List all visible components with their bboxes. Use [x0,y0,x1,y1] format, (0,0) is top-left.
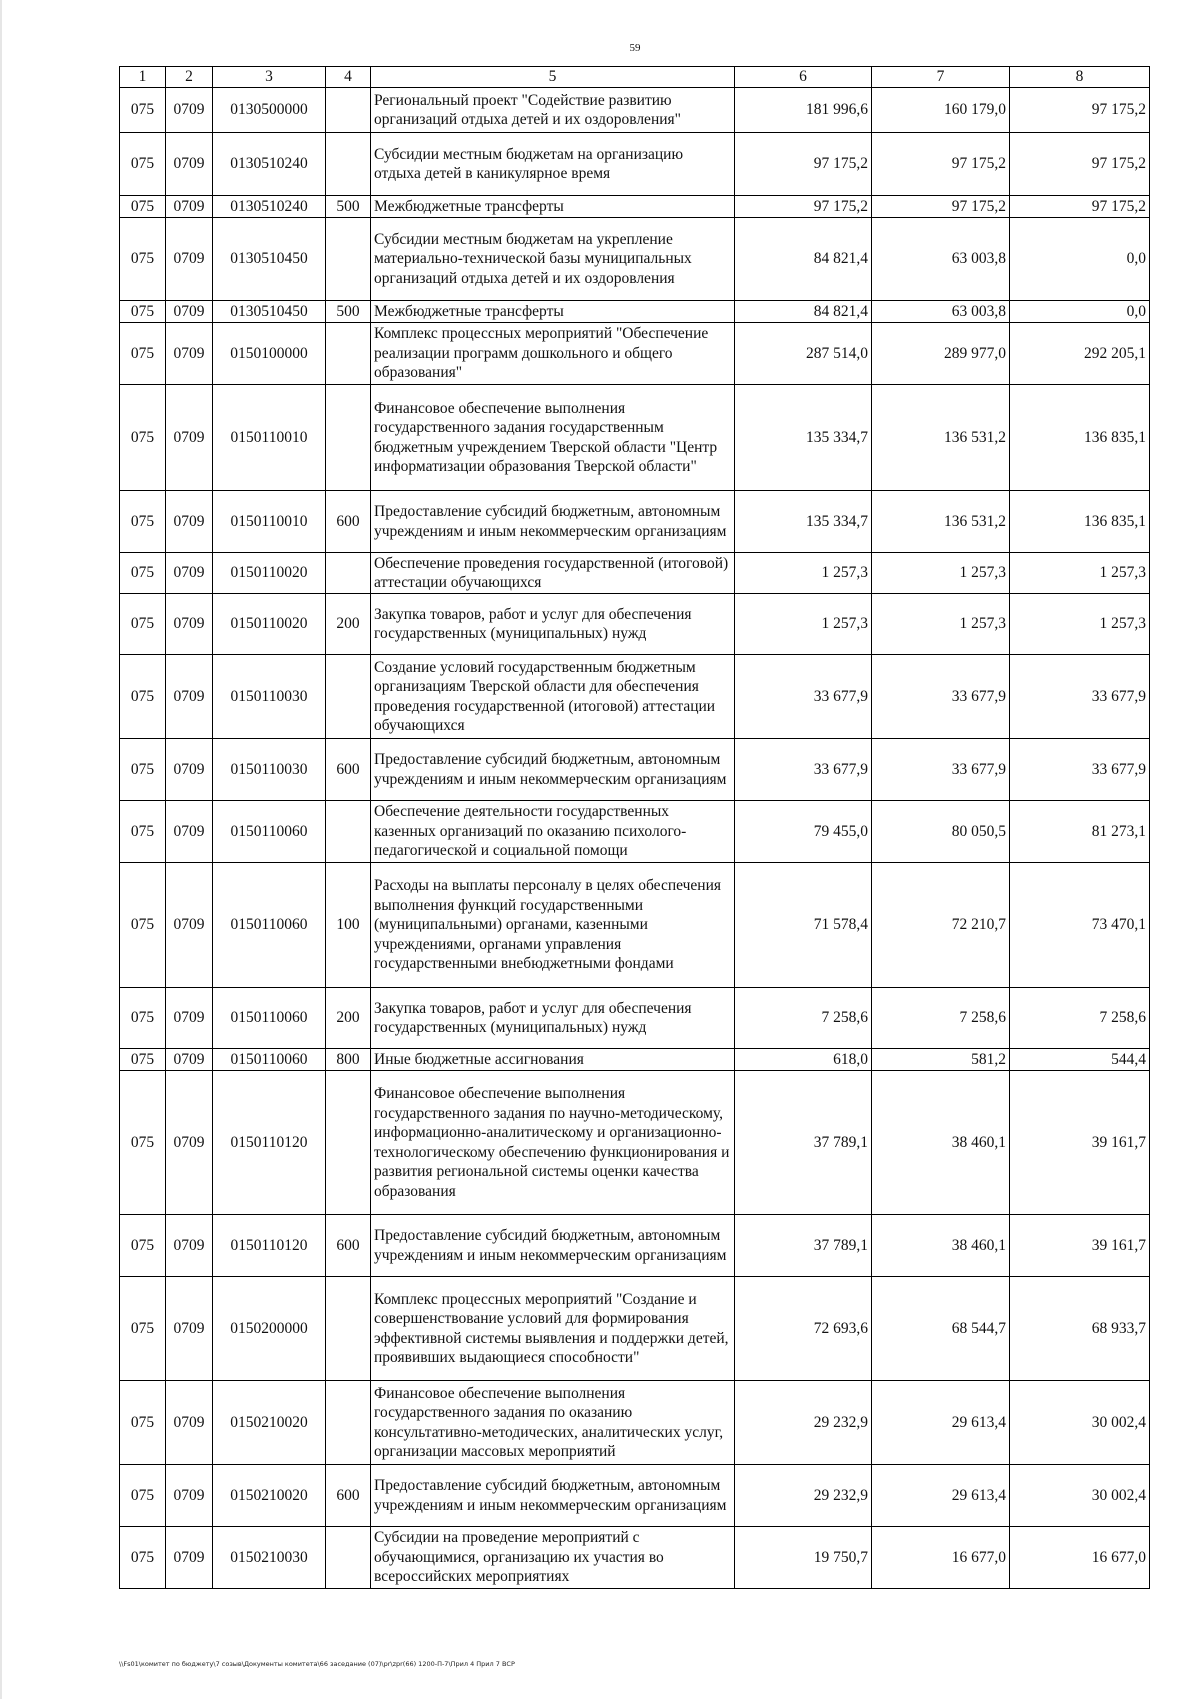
cell-amount-7: 63 003,8 [872,301,1010,323]
cell-amount-8: 30 002,4 [1010,1465,1150,1527]
table-body [120,88,1150,1589]
cell-amount-6: 97 175,2 [735,133,872,196]
table-row [120,863,1150,988]
table-row [120,1465,1150,1527]
cell-amount-7: 7 258,6 [872,988,1010,1049]
cell-amount-8: 97 175,2 [1010,133,1150,196]
cell-target-code: 0150110020 [213,553,326,594]
table-row [120,553,1150,594]
table-row [120,1527,1150,1589]
table-row [120,323,1150,385]
cell-ved: 075 [120,553,166,594]
cell-amount-7: 68 544,7 [872,1277,1010,1381]
cell-amount-7: 29 613,4 [872,1381,1010,1465]
cell-section: 0709 [166,218,213,301]
table-row [120,739,1150,801]
table-row [120,655,1150,739]
cell-description: Комплекс процессных мероприятий "Обеспечение реализации программ дошкольного и общего образования" [371,323,735,385]
cell-amount-6: 29 232,9 [735,1381,872,1465]
column-header-1: 1 [120,67,166,88]
cell-section: 0709 [166,1527,213,1589]
cell-description: Предоставление субсидий бюджетным, автономным учреждениям и иным некоммерческим организациям [371,1215,735,1277]
cell-amount-8: 30 002,4 [1010,1381,1150,1465]
cell-ved: 075 [120,1215,166,1277]
table-row [120,1381,1150,1465]
cell-ved: 075 [120,385,166,491]
cell-amount-6: 1 257,3 [735,594,872,655]
cell-section: 0709 [166,196,213,218]
cell-ved: 075 [120,1381,166,1465]
table-row [120,196,1150,218]
cell-expense-type [326,385,371,491]
cell-amount-6: 37 789,1 [735,1215,872,1277]
cell-section: 0709 [166,385,213,491]
cell-target-code: 0150110010 [213,491,326,553]
table-row [120,301,1150,323]
cell-expense-type [326,1277,371,1381]
cell-expense-type: 100 [326,863,371,988]
cell-amount-6: 97 175,2 [735,196,872,218]
cell-ved: 075 [120,196,166,218]
table-row [120,218,1150,301]
cell-description: Создание условий государственным бюджетным организациям Тверской области для обеспечения проведения государственной (итоговой) аттестации обучающихся [371,655,735,739]
cell-expense-type [326,1527,371,1589]
cell-description: Расходы на выплаты персоналу в целях обеспечения выполнения функций государственными (муниципальными) органами, казенными учреждениями, органами управления государственными внебюджетными фондами [371,863,735,988]
budget-table [119,66,1150,1589]
cell-amount-6: 33 677,9 [735,655,872,739]
cell-expense-type: 500 [326,301,371,323]
cell-amount-6: 1 257,3 [735,553,872,594]
cell-description: Субсидии местным бюджетам на организацию отдыха детей в каникулярное время [371,133,735,196]
cell-ved: 075 [120,1527,166,1589]
cell-description: Закупка товаров, работ и услуг для обеспечения государственных (муниципальных) нужд [371,988,735,1049]
cell-amount-7: 63 003,8 [872,218,1010,301]
cell-amount-7: 97 175,2 [872,196,1010,218]
cell-ved: 075 [120,1465,166,1527]
cell-target-code: 0150200000 [213,1277,326,1381]
cell-amount-8: 136 835,1 [1010,491,1150,553]
cell-ved: 075 [120,133,166,196]
cell-amount-6: 19 750,7 [735,1527,872,1589]
cell-amount-8: 7 258,6 [1010,988,1150,1049]
cell-amount-7: 33 677,9 [872,739,1010,801]
cell-target-code: 0150110060 [213,988,326,1049]
cell-target-code: 0130500000 [213,88,326,133]
cell-amount-6: 84 821,4 [735,301,872,323]
cell-ved: 075 [120,1277,166,1381]
column-header-6: 6 [735,67,872,88]
cell-section: 0709 [166,655,213,739]
cell-section: 0709 [166,594,213,655]
cell-description: Региональный проект "Содействие развитию организаций отдыха детей и их оздоровления" [371,88,735,133]
cell-description: Финансовое обеспечение выполнения государственного задания государственным бюджетным учреждением Тверской области "Центр информатизации образования Тверской области" [371,385,735,491]
cell-target-code: 0130510240 [213,196,326,218]
cell-expense-type: 600 [326,491,371,553]
cell-ved: 075 [120,218,166,301]
cell-expense-type: 600 [326,1465,371,1527]
cell-amount-8: 16 677,0 [1010,1527,1150,1589]
cell-expense-type [326,218,371,301]
cell-description: Предоставление субсидий бюджетным, автономным учреждениям и иным некоммерческим организациям [371,739,735,801]
cell-ved: 075 [120,655,166,739]
cell-amount-7: 33 677,9 [872,655,1010,739]
cell-expense-type: 600 [326,739,371,801]
cell-section: 0709 [166,1049,213,1071]
cell-description: Обеспечение проведения государственной (итоговой) аттестации обучающихся [371,553,735,594]
cell-section: 0709 [166,1215,213,1277]
cell-amount-7: 38 460,1 [872,1215,1010,1277]
header-row [120,67,1150,88]
cell-target-code: 0150210030 [213,1527,326,1589]
cell-amount-6: 84 821,4 [735,218,872,301]
cell-expense-type [326,88,371,133]
table-row [120,88,1150,133]
cell-description: Иные бюджетные ассигнования [371,1049,735,1071]
cell-target-code: 0130510240 [213,133,326,196]
cell-expense-type: 500 [326,196,371,218]
column-header-7: 7 [872,67,1010,88]
cell-section: 0709 [166,133,213,196]
cell-target-code: 0150110120 [213,1071,326,1215]
table-row [120,988,1150,1049]
cell-section: 0709 [166,1381,213,1465]
cell-ved: 075 [120,801,166,863]
cell-ved: 075 [120,323,166,385]
cell-amount-8: 33 677,9 [1010,739,1150,801]
cell-section: 0709 [166,1277,213,1381]
cell-amount-8: 1 257,3 [1010,594,1150,655]
cell-amount-6: 33 677,9 [735,739,872,801]
cell-description: Закупка товаров, работ и услуг для обеспечения государственных (муниципальных) нужд [371,594,735,655]
cell-target-code: 0150110060 [213,801,326,863]
cell-ved: 075 [120,1071,166,1215]
cell-section: 0709 [166,988,213,1049]
cell-expense-type: 600 [326,1215,371,1277]
cell-ved: 075 [120,988,166,1049]
cell-amount-7: 1 257,3 [872,594,1010,655]
cell-amount-8: 39 161,7 [1010,1071,1150,1215]
cell-expense-type: 200 [326,594,371,655]
cell-amount-6: 72 693,6 [735,1277,872,1381]
cell-section: 0709 [166,301,213,323]
table-row [120,1049,1150,1071]
cell-expense-type [326,1381,371,1465]
cell-amount-6: 181 996,6 [735,88,872,133]
table-row [120,1277,1150,1381]
cell-amount-8: 1 257,3 [1010,553,1150,594]
cell-target-code: 0150110060 [213,863,326,988]
cell-amount-7: 29 613,4 [872,1465,1010,1527]
cell-section: 0709 [166,863,213,988]
cell-target-code: 0150110030 [213,655,326,739]
cell-description: Финансовое обеспечение выполнения государственного задания по научно-методическому, информационно-аналитическому и организационно-технологическому обеспечению функционирования и развития региональной системы оценки качества образования [371,1071,735,1215]
cell-description: Межбюджетные трансферты [371,301,735,323]
footer-file-path: \\Fs01\комитет по бюджету\7 созыв\Документы комитета\66 заседание (07)\pr\zpr(66) 1200-П-7\Прил 4 Прил 7 ВСР [119,1660,515,1668]
cell-description: Предоставление субсидий бюджетным, автономным учреждениям и иным некоммерческим организациям [371,491,735,553]
cell-expense-type [326,553,371,594]
cell-description: Субсидии местным бюджетам на укрепление материально-технической базы муниципальных организаций отдыха детей и их оздоровления [371,218,735,301]
cell-section: 0709 [166,1071,213,1215]
cell-section: 0709 [166,553,213,594]
cell-amount-8: 97 175,2 [1010,88,1150,133]
cell-amount-6: 79 455,0 [735,801,872,863]
cell-amount-8: 97 175,2 [1010,196,1150,218]
cell-description: Обеспечение деятельности государственных казенных организаций по оказанию психолого-педагогической и социальной помощи [371,801,735,863]
cell-amount-6: 135 334,7 [735,385,872,491]
cell-amount-7: 136 531,2 [872,385,1010,491]
cell-section: 0709 [166,801,213,863]
cell-amount-6: 287 514,0 [735,323,872,385]
cell-ved: 075 [120,491,166,553]
cell-target-code: 0150210020 [213,1381,326,1465]
cell-amount-7: 72 210,7 [872,863,1010,988]
column-header-8: 8 [1010,67,1150,88]
cell-amount-7: 97 175,2 [872,133,1010,196]
cell-amount-7: 38 460,1 [872,1071,1010,1215]
cell-description: Предоставление субсидий бюджетным, автономным учреждениям и иным некоммерческим организациям [371,1465,735,1527]
cell-description: Комплекс процессных мероприятий "Создание и совершенствование условий для формирования эффективной системы выявления и поддержки детей, проявивших выдающиеся способности" [371,1277,735,1381]
cell-target-code: 0150110030 [213,739,326,801]
cell-amount-7: 80 050,5 [872,801,1010,863]
cell-target-code: 0150110120 [213,1215,326,1277]
cell-description: Субсидии на проведение мероприятий с обучающимися, организацию их участия во всероссийских мероприятиях [371,1527,735,1589]
page-number: 59 [629,42,641,54]
cell-ved: 075 [120,88,166,133]
cell-expense-type [326,133,371,196]
cell-amount-8: 292 205,1 [1010,323,1150,385]
cell-amount-6: 29 232,9 [735,1465,872,1527]
cell-amount-8: 81 273,1 [1010,801,1150,863]
cell-amount-6: 37 789,1 [735,1071,872,1215]
cell-amount-8: 136 835,1 [1010,385,1150,491]
cell-target-code: 0150110010 [213,385,326,491]
cell-expense-type [326,655,371,739]
cell-amount-8: 544,4 [1010,1049,1150,1071]
cell-amount-8: 0,0 [1010,218,1150,301]
cell-target-code: 0150210020 [213,1465,326,1527]
cell-expense-type [326,1071,371,1215]
cell-section: 0709 [166,739,213,801]
cell-amount-6: 618,0 [735,1049,872,1071]
cell-section: 0709 [166,1465,213,1527]
scan-edge [0,0,2,1699]
cell-amount-7: 160 179,0 [872,88,1010,133]
cell-target-code: 0130510450 [213,301,326,323]
cell-amount-8: 73 470,1 [1010,863,1150,988]
cell-expense-type: 800 [326,1049,371,1071]
cell-amount-7: 16 677,0 [872,1527,1010,1589]
cell-section: 0709 [166,323,213,385]
cell-amount-7: 136 531,2 [872,491,1010,553]
cell-section: 0709 [166,491,213,553]
table-row [120,1215,1150,1277]
table-row [120,491,1150,553]
column-header-4: 4 [326,67,371,88]
cell-target-code: 0150100000 [213,323,326,385]
cell-amount-7: 289 977,0 [872,323,1010,385]
cell-amount-6: 135 334,7 [735,491,872,553]
cell-expense-type: 200 [326,988,371,1049]
cell-expense-type [326,323,371,385]
cell-target-code: 0150110060 [213,1049,326,1071]
cell-section: 0709 [166,88,213,133]
table-row [120,133,1150,196]
cell-description: Финансовое обеспечение выполнения государственного задания по оказанию консультативно-методических, аналитических услуг, организации массовых мероприятий [371,1381,735,1465]
cell-amount-6: 7 258,6 [735,988,872,1049]
cell-target-code: 0130510450 [213,218,326,301]
cell-amount-8: 33 677,9 [1010,655,1150,739]
cell-amount-7: 1 257,3 [872,553,1010,594]
cell-description: Межбюджетные трансферты [371,196,735,218]
cell-amount-7: 581,2 [872,1049,1010,1071]
table-row [120,385,1150,491]
column-header-2: 2 [166,67,213,88]
table-row [120,594,1150,655]
cell-amount-8: 68 933,7 [1010,1277,1150,1381]
cell-ved: 075 [120,301,166,323]
column-header-3: 3 [213,67,326,88]
table-row [120,1071,1150,1215]
cell-amount-8: 0,0 [1010,301,1150,323]
cell-ved: 075 [120,863,166,988]
cell-ved: 075 [120,1049,166,1071]
cell-ved: 075 [120,594,166,655]
column-header-5: 5 [371,67,735,88]
cell-expense-type [326,801,371,863]
table-row [120,801,1150,863]
cell-ved: 075 [120,739,166,801]
cell-target-code: 0150110020 [213,594,326,655]
cell-amount-6: 71 578,4 [735,863,872,988]
cell-amount-8: 39 161,7 [1010,1215,1150,1277]
